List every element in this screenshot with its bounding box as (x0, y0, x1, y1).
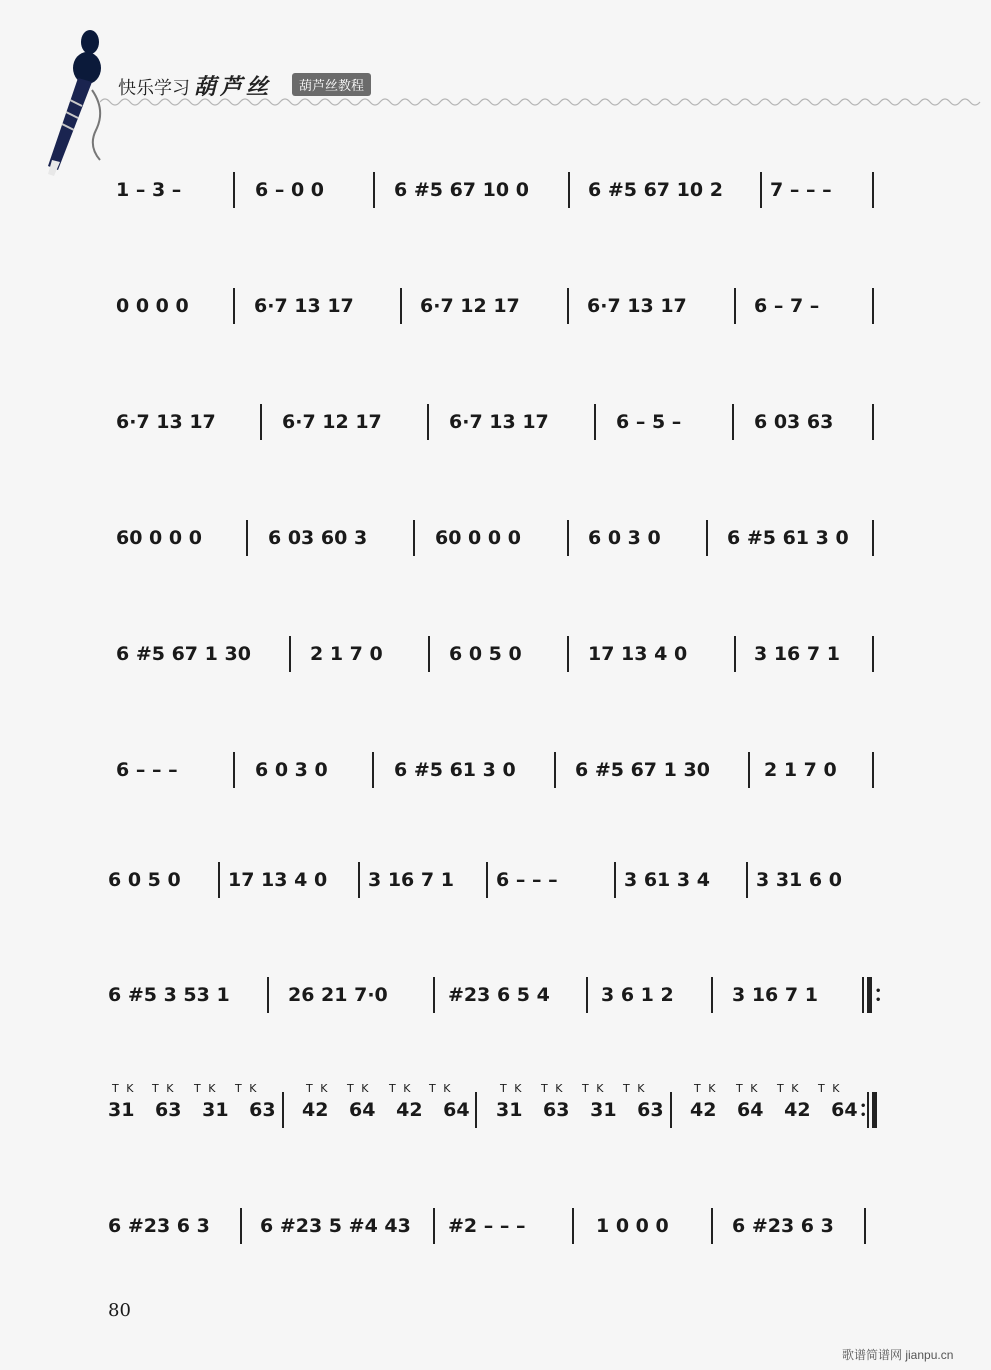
tonguing-mark: T K (194, 1082, 218, 1095)
measure: 6·7 12 17 (282, 411, 382, 433)
barline (233, 288, 235, 324)
measure: 3 16 7 1 (732, 984, 818, 1006)
barline (734, 636, 736, 672)
measure: 3 16 7 1 (754, 643, 840, 665)
barline (433, 977, 435, 1013)
barline (475, 1092, 477, 1128)
page-number: 80 (108, 1300, 131, 1321)
measure: 6 – 7 – (754, 295, 820, 317)
tonguing-mark: T K (347, 1082, 371, 1095)
measure: 3 6 1 2 (601, 984, 674, 1006)
tonguing-mark: T K (429, 1082, 453, 1095)
barline (586, 977, 588, 1013)
barline (872, 172, 874, 208)
barline (572, 1208, 574, 1244)
barline (711, 977, 713, 1013)
measure: 17 13 4 0 (588, 643, 688, 665)
score-line (108, 975, 882, 1015)
section-badge: 葫芦丝教程 (292, 73, 371, 96)
repeat-dots: • • (860, 1101, 867, 1121)
barline (218, 862, 220, 898)
measure: 6 – 0 0 (255, 179, 325, 201)
measure: 6 #23 6 3 (108, 1215, 210, 1237)
measure: 6 – 5 – (616, 411, 682, 433)
measure: 6 0 5 0 (449, 643, 522, 665)
score-line (112, 286, 877, 326)
measure: 6 #5 3 53 1 (108, 984, 230, 1006)
barline (872, 636, 874, 672)
measure: 6 #5 67 10 2 (588, 179, 723, 201)
barline (427, 404, 429, 440)
barline (872, 520, 874, 556)
barline (486, 862, 488, 898)
score-line (108, 860, 877, 900)
tonguing-mark: T K (112, 1082, 136, 1095)
barline (373, 172, 375, 208)
measure: 6 #5 67 10 0 (394, 179, 529, 201)
barline (413, 520, 415, 556)
measure: 0 0 0 0 (116, 295, 189, 317)
tonguing-mark: T K (500, 1082, 524, 1095)
barline (594, 404, 596, 440)
repeat-dots: • • (875, 986, 882, 1006)
measure: 1 0 0 0 (596, 1215, 669, 1237)
barline (864, 1208, 866, 1244)
score-line (112, 518, 877, 558)
barline (872, 288, 874, 324)
barline (734, 288, 736, 324)
measure: 3 16 7 1 (368, 869, 454, 891)
measure: 60 0 0 0 (116, 527, 202, 549)
measure: 7 – – – (770, 179, 832, 201)
tonguing-mark: T K (235, 1082, 259, 1095)
title-brand: 葫芦丝 (194, 74, 273, 100)
tonguing-mark: T K (152, 1082, 176, 1095)
barline (267, 977, 269, 1013)
barline (289, 636, 291, 672)
barline (428, 636, 430, 672)
tonguing-mark: T K (623, 1082, 647, 1095)
wavy-divider (100, 95, 990, 109)
measure: 6 #5 67 1 30 (575, 759, 710, 781)
tonguing-mark: T K (306, 1082, 330, 1095)
tonguing-mark: T K (694, 1082, 718, 1095)
measure: 6 0 3 0 (588, 527, 661, 549)
barline (760, 172, 762, 208)
measure: 17 13 4 0 (228, 869, 328, 891)
score-line (108, 1206, 877, 1246)
measure: 6 03 60 3 (268, 527, 368, 549)
barline (872, 752, 874, 788)
watermark: 歌谱简谱网 jianpu.cn (842, 1348, 954, 1362)
tonguing-mark: T K (389, 1082, 413, 1095)
measure: 26 21 7·0 (288, 984, 388, 1006)
measure: 42 64 42 64 (302, 1099, 470, 1121)
measure: 3 31 6 0 (756, 869, 842, 891)
measure: 6·7 13 17 (449, 411, 549, 433)
barline (282, 1092, 284, 1128)
measure: 6·7 13 17 (116, 411, 216, 433)
measure: 6 #5 61 3 0 (394, 759, 516, 781)
barline (260, 404, 262, 440)
barline (711, 1208, 713, 1244)
measure: 6 – – – (116, 759, 178, 781)
measure: 6 #23 5 #4 43 (260, 1215, 411, 1237)
measure: #23 6 5 4 (448, 984, 550, 1006)
measure: 3 61 3 4 (624, 869, 710, 891)
score-line (112, 402, 877, 442)
score-line (112, 750, 877, 790)
barline (240, 1208, 242, 1244)
barline (246, 520, 248, 556)
barline (372, 752, 374, 788)
page-header (0, 0, 991, 180)
score-line (112, 170, 877, 210)
barline (567, 520, 569, 556)
barline (746, 862, 748, 898)
tonguing-mark: T K (736, 1082, 760, 1095)
measure: 6·7 13 17 (587, 295, 687, 317)
score-line (108, 1090, 877, 1130)
measure: 6 #5 67 1 30 (116, 643, 251, 665)
measure: 2 1 7 0 (310, 643, 383, 665)
measure: #2 – – – (448, 1215, 526, 1237)
barline (568, 172, 570, 208)
tonguing-mark: T K (818, 1082, 842, 1095)
barline (567, 636, 569, 672)
tonguing-mark: T K (777, 1082, 801, 1095)
score-line (112, 634, 877, 674)
barline (706, 520, 708, 556)
measure: 6 0 3 0 (255, 759, 328, 781)
measure: 60 0 0 0 (435, 527, 521, 549)
tonguing-mark: T K (582, 1082, 606, 1095)
final-barline (862, 977, 872, 1013)
measure: 31 63 31 63 (496, 1099, 664, 1121)
measure: 31 63 31 63 (108, 1099, 276, 1121)
measure: 6·7 12 17 (420, 295, 520, 317)
measure: 6 – – – (496, 869, 558, 891)
barline (554, 752, 556, 788)
barline (233, 172, 235, 208)
barline (748, 752, 750, 788)
barline (233, 752, 235, 788)
repeat-end-barline (867, 1092, 877, 1128)
barline (358, 862, 360, 898)
barline (872, 404, 874, 440)
measure: 1 – 3 – (116, 179, 182, 201)
barline (433, 1208, 435, 1244)
measure: 2 1 7 0 (764, 759, 837, 781)
measure: 6 0 5 0 (108, 869, 181, 891)
barline (670, 1092, 672, 1128)
barline (614, 862, 616, 898)
measure: 6 #23 6 3 (732, 1215, 834, 1237)
barline (567, 288, 569, 324)
barline (732, 404, 734, 440)
tonguing-mark: T K (541, 1082, 565, 1095)
title-prefix: 快乐学习 (118, 78, 190, 98)
barline (400, 288, 402, 324)
measure: 6 #5 61 3 0 (727, 527, 849, 549)
measure: 42 64 42 64 (690, 1099, 858, 1121)
measure: 6 03 63 (754, 411, 834, 433)
measure: 6·7 13 17 (254, 295, 354, 317)
